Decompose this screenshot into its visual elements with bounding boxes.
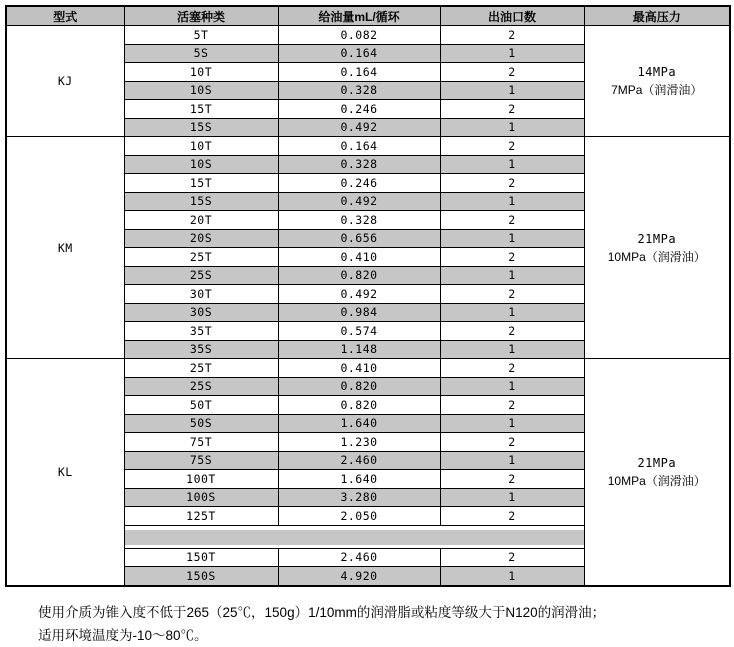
oil-cell: 0.246 bbox=[278, 174, 440, 193]
oil-cell: 0.246 bbox=[278, 100, 440, 119]
table-row bbox=[6, 26, 730, 45]
piston-cell: 5T bbox=[124, 26, 278, 45]
outlets-cell: 1 bbox=[440, 567, 584, 586]
piston-cell: 50S bbox=[124, 414, 278, 433]
outlets-cell: 2 bbox=[440, 470, 584, 489]
piston-cell: 30S bbox=[124, 303, 278, 322]
oil-cell: 1.230 bbox=[278, 433, 440, 452]
piston-cell: 25T bbox=[124, 359, 278, 378]
outlets-cell: 2 bbox=[440, 548, 584, 567]
outlets-cell: 1 bbox=[440, 488, 584, 507]
oil-cell: 0.820 bbox=[278, 396, 440, 415]
oil-cell: 0.574 bbox=[278, 322, 440, 341]
table-row bbox=[6, 137, 730, 156]
oil-cell: 0.082 bbox=[278, 26, 440, 45]
piston-cell: 35T bbox=[124, 322, 278, 341]
piston-cell: 150T bbox=[124, 548, 278, 567]
model-cell-kj: KJ bbox=[6, 26, 124, 137]
pressure-cell-kl bbox=[584, 359, 730, 586]
outlets-cell: 1 bbox=[440, 340, 584, 359]
outlets-cell: 2 bbox=[440, 211, 584, 230]
oil-cell: 0.164 bbox=[278, 44, 440, 63]
model-cell-kl: KL bbox=[6, 359, 124, 586]
pressure-cell-km bbox=[584, 137, 730, 359]
oil-cell: 1.148 bbox=[278, 340, 440, 359]
pressure-line: 21MPa bbox=[637, 455, 677, 470]
piston-cell: 35S bbox=[124, 340, 278, 359]
outlets-cell: 2 bbox=[440, 248, 584, 267]
piston-cell: 100S bbox=[124, 488, 278, 507]
header-oil: 给油量mL/循环 bbox=[278, 6, 440, 26]
piston-cell: 15S bbox=[124, 192, 278, 211]
piston-cell: 10S bbox=[124, 81, 278, 100]
piston-cell: 75T bbox=[124, 433, 278, 452]
piston-cell: 15S bbox=[124, 118, 278, 137]
piston-cell: 150S bbox=[124, 567, 278, 586]
oil-cell: 0.410 bbox=[278, 359, 440, 378]
piston-cell: 30T bbox=[124, 285, 278, 304]
oil-cell: 4.920 bbox=[278, 567, 440, 586]
oil-cell: 2.460 bbox=[278, 548, 440, 567]
pressure-line: 21MPa bbox=[637, 231, 677, 246]
spacer-cell bbox=[124, 525, 584, 548]
piston-cell: 20T bbox=[124, 211, 278, 230]
outlets-cell: 1 bbox=[440, 377, 584, 396]
outlets-cell: 2 bbox=[440, 63, 584, 82]
outlets-cell: 1 bbox=[440, 414, 584, 433]
piston-cell: 5S bbox=[124, 44, 278, 63]
oil-cell: 1.640 bbox=[278, 470, 440, 489]
oil-cell: 0.328 bbox=[278, 211, 440, 230]
outlets-cell: 2 bbox=[440, 137, 584, 156]
outlets-cell: 2 bbox=[440, 100, 584, 119]
outlets-cell: 1 bbox=[440, 451, 584, 470]
oil-cell: 0.492 bbox=[278, 285, 440, 304]
piston-cell: 15T bbox=[124, 100, 278, 119]
header-model: 型式 bbox=[6, 6, 124, 26]
header-pressure: 最高压力 bbox=[584, 6, 730, 26]
outlets-cell: 2 bbox=[440, 174, 584, 193]
spec-table bbox=[5, 5, 731, 587]
footnote-line-2: 适用环境温度为-10～80℃。 bbox=[38, 627, 208, 643]
outlets-cell: 1 bbox=[440, 81, 584, 100]
piston-cell: 25S bbox=[124, 266, 278, 285]
outlets-cell: 2 bbox=[440, 507, 584, 526]
outlets-cell: 1 bbox=[440, 118, 584, 137]
oil-cell: 0.328 bbox=[278, 81, 440, 100]
table-row bbox=[6, 359, 730, 378]
piston-cell: 50T bbox=[124, 396, 278, 415]
piston-cell: 75S bbox=[124, 451, 278, 470]
spacer-stripe bbox=[125, 530, 584, 545]
pressure-line: 7MPa（润滑油） bbox=[611, 83, 703, 97]
piston-cell: 10S bbox=[124, 155, 278, 174]
outlets-cell: 2 bbox=[440, 26, 584, 45]
piston-cell: 25S bbox=[124, 377, 278, 396]
oil-cell: 0.328 bbox=[278, 155, 440, 174]
outlets-cell: 1 bbox=[440, 44, 584, 63]
oil-cell: 0.410 bbox=[278, 248, 440, 267]
model-cell-km: KM bbox=[6, 137, 124, 359]
outlets-cell: 2 bbox=[440, 285, 584, 304]
oil-cell: 0.164 bbox=[278, 137, 440, 156]
pressure-cell-kj bbox=[584, 26, 730, 137]
oil-cell: 0.164 bbox=[278, 63, 440, 82]
piston-cell: 10T bbox=[124, 63, 278, 82]
piston-cell: 20S bbox=[124, 229, 278, 248]
oil-cell: 0.656 bbox=[278, 229, 440, 248]
piston-cell: 10T bbox=[124, 137, 278, 156]
oil-cell: 0.984 bbox=[278, 303, 440, 322]
outlets-cell: 2 bbox=[440, 359, 584, 378]
outlets-cell: 1 bbox=[440, 155, 584, 174]
footnote-line-1: 使用介质为锥入度不低于265（25℃，150g）1/10mm的润滑脂或粘度等级大于N120的润滑油； bbox=[38, 604, 606, 620]
outlets-cell: 2 bbox=[440, 433, 584, 452]
piston-cell: 125T bbox=[124, 507, 278, 526]
oil-cell: 3.280 bbox=[278, 488, 440, 507]
oil-cell: 0.820 bbox=[278, 266, 440, 285]
oil-cell: 0.492 bbox=[278, 118, 440, 137]
outlets-cell: 1 bbox=[440, 303, 584, 322]
oil-cell: 0.820 bbox=[278, 377, 440, 396]
oil-cell: 2.050 bbox=[278, 507, 440, 526]
oil-cell: 2.460 bbox=[278, 451, 440, 470]
pressure-line: 10MPa（润滑油） bbox=[607, 473, 706, 488]
pressure-line: 10MPa（润滑油） bbox=[607, 249, 706, 264]
outlets-cell: 2 bbox=[440, 322, 584, 341]
oil-cell: 0.492 bbox=[278, 192, 440, 211]
header-outlets: 出油口数 bbox=[440, 6, 584, 26]
outlets-cell: 1 bbox=[440, 192, 584, 211]
header-row bbox=[6, 6, 730, 26]
outlets-cell: 2 bbox=[440, 396, 584, 415]
outlets-cell: 1 bbox=[440, 266, 584, 285]
pressure-line: 14MPa bbox=[637, 65, 677, 79]
outlets-cell: 1 bbox=[440, 229, 584, 248]
header-piston: 活塞种类 bbox=[124, 6, 278, 26]
piston-cell: 100T bbox=[124, 470, 278, 489]
piston-cell: 25T bbox=[124, 248, 278, 267]
oil-cell: 1.640 bbox=[278, 414, 440, 433]
footnotes bbox=[38, 601, 734, 647]
piston-cell: 15T bbox=[124, 174, 278, 193]
